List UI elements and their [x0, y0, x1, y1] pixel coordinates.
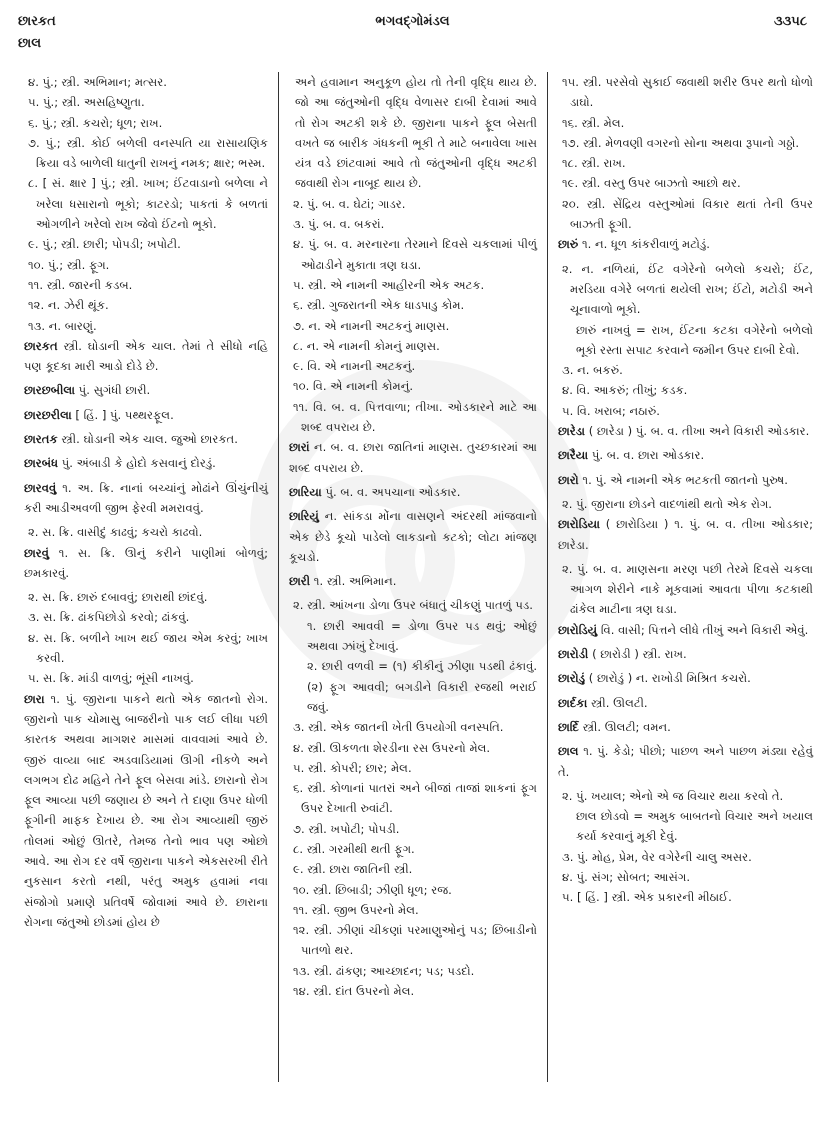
- sense-definition: ૩. સ્ત્રી. એક જાતની ખેતી ઉપયોગી વનસ્પતિ.: [293, 720, 504, 735]
- idiom-subentry: છારું નાખવું = રાખ, ઈંટના કટકા વગેરેનો બળેલો ભૂકો રસ્તા સપાટ કરવાને જમીન ઉપર દાબી દેવો.: [576, 322, 813, 357]
- entry-headword: છારછરીલા: [24, 407, 72, 422]
- sense-definition: ૩. સ. ક્રિ. ઢાંકપિછોડો કરવો; ઢાંકવું.: [28, 610, 190, 625]
- dictionary-entry: [558, 421, 813, 441]
- entry-headword: છારિયા: [289, 484, 322, 499]
- sense-definition: ૮. સ્ત્રી. ગરમીથી થતી ફૂગ.: [293, 841, 415, 856]
- sense-definition: ૨. પું. જીરાના છોડને વાદળાંથી થતો એક રોગ.: [562, 496, 772, 511]
- entry-headword: છારોડું: [558, 671, 586, 686]
- sense-definition: ૪. પું.; સ્ત્રી. અભિમાન; મત્સર.: [28, 75, 167, 89]
- entry-definition: ૧. પું. એ નામની એક ભટકતી જાતનો પુરુષ.: [578, 472, 788, 487]
- entry-definition: ૧. સ્ત્રી. અભિમાન.: [310, 574, 397, 589]
- sense-definition: ૭. પું.; સ્ત્રી. કોઈ બળેલી વનસ્પતિ યા રાસાયણિક ક્રિયા વડે બાળેલી ધાતુની રાખનું નમક; ક્ષાર; ભસ્મ.: [28, 135, 268, 171]
- entry-headword: છારવું: [24, 545, 50, 560]
- sense-definition: ૧૦. સ્ત્રી. છિબાડી; ઝીણી ધૂળ; રજ.: [293, 882, 452, 897]
- entry-headword: છારતક: [24, 432, 58, 447]
- entry-headword: છાલ: [558, 744, 579, 759]
- sense-definition: ૬. પું.; સ્ત્રી. કચરો; ધૂળ; રાખ.: [28, 115, 163, 130]
- entry-headword: છારેડા: [558, 424, 586, 439]
- entry-headword: છારવવું: [24, 480, 57, 495]
- entry-headword: છારબંધ: [24, 456, 59, 471]
- sense-definition: ૧૮. સ્ત્રી. રાખ.: [562, 156, 626, 171]
- sense-definition: ૩. પું. મોહ, પ્રેમ, વેર વગેરેની ચાલુ અસર.: [562, 849, 752, 864]
- sense-definition: ૫. [ હિં. ] સ્ત્રી. એક પ્રકારની મીઠાઈ.: [562, 890, 732, 905]
- sense-definition: ૧૩. સ્ત્રી. ઢાંકણ; આચ્છાદન; પડ; પડદો.: [293, 963, 475, 978]
- entry-definition: ( છારેડા ) પું. બ. વ. તીખા અને વિકારી ઓડકાર.: [585, 424, 810, 439]
- entry-definition: પું. અંબાડી કે હોદો કસવાનું દોરડું.: [58, 456, 216, 471]
- column-middle: [278, 72, 548, 1082]
- entry-headword: છારોડિયા: [558, 517, 601, 532]
- dictionary-entry: [289, 482, 537, 502]
- entry-headword: છારું: [558, 237, 579, 252]
- sense-definition: ૯. વિ. એ નામની અટકનું.: [293, 359, 416, 374]
- entry-headword: છારોડી: [558, 647, 589, 662]
- entry-definition: પું. બ. વ. છારા ઓડકાર.: [588, 448, 705, 463]
- sense-definition: ૧૨. ન. ઝેરી થૂંક.: [28, 298, 109, 313]
- entry-definition: પું. સુગંધી છારી.: [75, 383, 151, 398]
- sense-definition: ૧૦. પું.; સ્ત્રી. ફૂગ.: [28, 257, 110, 272]
- dictionary-entry: [558, 445, 813, 465]
- dictionary-entry: [24, 453, 268, 473]
- sense-definition: ૭. ન. એ નામની અટકનું માણસ.: [293, 318, 450, 333]
- dictionary-entry: [558, 717, 813, 737]
- sense-definition: ૨. પું. બ. વ. ઘેટાં; ગાડર.: [293, 196, 406, 211]
- entry-definition: સ્ત્રી. ઘોડાની એક ચાલ. જુઓ છારકત.: [57, 432, 238, 447]
- sense-definition: ૫. સ. ક્રિ. માંડી વાળવું; ભૂંસી નાખવું.: [28, 671, 194, 686]
- sense-definition: ૨. સ્ત્રી. આંખના ડોળા ઉપર બંધાતું ચીકણું પાતળું પડ.: [293, 598, 533, 613]
- dictionary-entry: [24, 405, 268, 425]
- sense-definition: ૧૧. વિ. બ. વ. પિત્તવાળા; તીખા. ઓડકારને માટે આ શબ્દ વપરાય છે.: [293, 399, 537, 435]
- column-left: [18, 72, 278, 1082]
- sense-definition: ૫. વિ. ખરાબ; નઠારું.: [562, 403, 660, 418]
- dictionary-entry: [289, 506, 537, 567]
- dictionary-entry: [24, 336, 268, 377]
- sense-definition: ૨. પું. ખયાલ; એનો એ જ વિચાર થયા કરવો તે.: [562, 788, 784, 803]
- sense-definition: ૬. સ્ત્રી. કોળાનાં પાતરાં અને બીજાં તાજાં શાકનાં ફૂગ ઉપર દેખાતી રુવાંટી.: [293, 781, 537, 816]
- entry-definition: સ્ત્રી. ઘોડાની એક ચાલ. તેમાં તે સીધો નહિ પણ કૂદકા મારી આડો દોડે છે.: [24, 338, 268, 374]
- sense-definition: ૩. ન. બકરું.: [562, 363, 623, 378]
- sense-definition: ૧૪. સ્ત્રી. દાંત ઉપરનો મેલ.: [293, 984, 415, 999]
- entry-definition: સ્ત્રી. ઊલટી; વમન.: [578, 719, 671, 734]
- idiom-subentry: ૧. છારી આવવી = ડોળા ઉપર પડ થવું; ઓછું અથવા ઝાંખું દેખાવું.: [307, 618, 537, 654]
- entry-headword: છાર્દિ: [558, 719, 579, 734]
- entry-headword: છારા: [24, 691, 45, 706]
- guide-word-first: છારકત: [18, 14, 56, 29]
- guide-word-last: છાલ: [18, 36, 42, 51]
- sense-definition: ૫. સ્ત્રી. કોપરી; છાર; મેલ.: [293, 760, 412, 775]
- sense-definition: ૫. સ્ત્રી. એ નામની આહીરની એક અટક.: [293, 277, 485, 292]
- dictionary-entry: [24, 543, 268, 584]
- entry-definition: સ્ત્રી. ઊલટી.: [587, 695, 648, 710]
- sense-definition: અને હવામાન અનુકૂળ હોય તો તેની વૃદ્ધિ થાય છે. જો આ જંતુઓની વૃદ્ધિ વેળાસર દાબી દેવામાં આવે તો રોગ અટકી શકે છે. જીરાના પાકને ફૂલ બેસતી વખતે જ બારીક ગંધકની ભૂકી તે માટે બનાવેલા ખાસ યંત્ર વડે છાંટવામાં આવે તો જંતુઓની વૃદ્ધિ અટકી જવાથી રોગ નાબૂદ થાય છે.: [295, 75, 537, 191]
- sense-definition: ૮. ન. એ નામની કોમનું માણસ.: [293, 338, 440, 353]
- entry-headword: છારોડિયું: [558, 622, 598, 637]
- entry-definition: ન. બ. વ. છારા જાતિનાં માણસ. તુચ્છકારમાં આ શબ્દ વપરાય છે.: [289, 440, 537, 475]
- dictionary-entry: [24, 380, 268, 400]
- entry-definition: ( છારોડિયા ) ૧. પું. બ. વ. તીખા ઓડકાર; છારેડા.: [558, 517, 813, 552]
- sense-definition: ૬. સ્ત્રી. ગુજરાતની એક ધાડપાડુ કોમ.: [293, 298, 465, 313]
- dictionary-entry: [24, 429, 268, 449]
- column-right: [548, 72, 813, 1082]
- dictionary-entry: [558, 620, 813, 640]
- dictionary-entry: [24, 689, 268, 933]
- entry-headword: છારી: [289, 574, 311, 589]
- entry-headword: છારકત: [24, 338, 58, 353]
- dictionary-entry: [558, 514, 813, 555]
- sense-definition: ૧૯. સ્ત્રી. વસ્તુ ઉપર બાઝતો આછો થર.: [562, 176, 741, 191]
- sense-definition: ૧૧. સ્ત્રી. જારની કડબ.: [28, 277, 133, 292]
- dictionary-entry: [24, 478, 268, 519]
- entry-headword: છારિયું: [289, 509, 319, 524]
- sense-definition: ૧૨. સ્ત્રી. ઝીણાં ચીકણાં પરમાણુઓનું પડ; છિબાડીનો પાતળો થર.: [293, 923, 537, 958]
- sense-definition: ૭. સ્ત્રી. ખપોટી; પોપડી.: [293, 821, 400, 836]
- entry-headword: છારાં: [289, 440, 310, 455]
- sense-definition: ૧૦. વિ. એ નામની કોમનું.: [293, 379, 414, 394]
- sense-definition: ૪. સ્ત્રી. ઊકળતા શેરડીના રસ ઉપરનો મેલ.: [293, 740, 491, 755]
- sense-definition: ૧૩. ન. બારણું.: [28, 318, 97, 333]
- sense-definition: ૩. પું. બ. વ. બકરાં.: [293, 217, 385, 232]
- dictionary-columns: [18, 72, 813, 1082]
- entry-definition: ( છારોડું ) ન. રાખોડી મિશ્રિત કચરો.: [585, 671, 751, 686]
- dictionary-entry: [558, 668, 813, 688]
- entry-definition: વિ. વાસી; પિત્તને લીધે તીખું અને વિકારી એવું.: [597, 622, 809, 637]
- entry-definition: ન. સાંકડા મોંના વાસણને અંદરથી માંજવાનો એક છેડે કૂચો પાડેલો લાકડાનો કટકો; લોટા માંજણ કૂચડો.: [289, 509, 537, 564]
- sense-definition: ૯. પું.; સ્ત્રી. છારી; પોપડી; ખપોટી.: [28, 237, 181, 252]
- sense-definition: ૫. પું.; સ્ત્રી. અસહિષ્ણુતા.: [28, 95, 145, 110]
- sense-definition: ૨. સ. ક્રિ. છારું દબાવવું; છારાથી છાંદવું.: [28, 590, 208, 605]
- entry-definition: ૧. પું. કેડો; પીછો; પાછળ અને પાછળ મંડ્યા રહેવું તે.: [558, 744, 813, 779]
- sense-definition: ૨. પું. બ. વ. માણસના મરણ પછી તેરમે દિવસે ચકલા આગળ શેરીને નાકે મૂકવામાં આવતા પીળા કટકાથી ઢાંકેલ માટીના ત્રણ ઘડા.: [562, 561, 813, 617]
- sense-definition: ૯. સ્ત્રી. છારા જાતિની સ્ત્રી.: [293, 862, 413, 877]
- sense-definition: ૪. સ. ક્રિ. બળીને ખાખ થઈ જાય એમ કરવું; ખાખ કરવી.: [28, 630, 268, 666]
- sense-definition: ૨. ન. નળિયાં, ઈંટ વગેરેનો બળેલો કચરો; ઈંટ, મરડિયા વગેરે બળતાં થયેલી રાખ; ઈંટો, મટોડી અને ચૂનાવાળો ભૂકો.: [562, 261, 813, 317]
- dictionary-entry: [558, 470, 813, 490]
- dictionary-entry: [558, 644, 813, 664]
- page-title: ભગવદ્ગોમંડલ: [375, 14, 450, 29]
- entry-definition: ૧. ન. ધૂળ કાંકરીવાળું મટોડું.: [578, 237, 710, 252]
- page-number: ૩૩૫૮: [773, 14, 807, 29]
- entry-definition: [ હિં. ] પું. પથ્થરફૂલ.: [71, 407, 174, 422]
- entry-headword: છારૈયા: [558, 448, 589, 463]
- sense-definition: ૧૬. સ્ત્રી. મેલ.: [562, 115, 625, 130]
- sense-definition: ૧૭. સ્ત્રી. મેળવણી વગરનો સોના અથવા રૂપાનો ગઠ્ઠો.: [562, 135, 800, 150]
- entry-headword: છારછબીલા: [24, 383, 75, 398]
- entry-definition: ૧. સ. ક્રિ. ઊનું કરીને પાણીમાં બોળવું; છમકારવું.: [24, 545, 268, 580]
- dictionary-entry: [558, 741, 813, 782]
- entry-definition: ( છારોડી ) સ્ત્રી. રાખ.: [588, 647, 687, 662]
- entry-definition: ૧. અ. ક્રિ. નાનાં બચ્ચાંનું મોઢાંને ઊંચુંનીચું કરી આડીઅવળી જીભ ફેરવી મમરાવવું.: [24, 480, 268, 515]
- sense-definition: ૧૫. સ્ત્રી. પરસેવો સુકાઈ જવાથી શરીર ઉપર થતો ધોળો ડાઘો.: [562, 75, 813, 110]
- entry-headword: છાર્દકા: [558, 695, 588, 710]
- entry-definition: ૧. પું. જીરાના પાકને થતો એક જાતનો રોગ. જીરાનો પાક ચોમાસુ બાજરીનો પાક લઈ લીધા પછી કારતક અથવા માગશર માસમાં વાવવામાં આવે છે. જીરું વાવ્યા બાદ અડવાડિયામાં ઊગી નીકળે અને લગભગ દોઢ મહિને તેને ફૂલ બેસવા માંડે. છારાનો રોગ ફૂલ આવ્યા પછી જણાય છે અને તે દાણા ઉપર ધોળી ફૂગીની માફક દેખાય છે. આ રોગ આવ્યાથી જીરું તોલમાં ઓછું ઊતરે, તેમજ તેનો ભાવ પણ ઓછો આવે. આ રોગ દર વર્ષે જીરાના પાકને એકસરખી રીતે નુકસાન કરતો નથી, પરંતુ અમુક હવામાં નવા સંજોગો પ્રમાણે પ્રતિવર્ષે જોવામાં આવે છે. છારાના રોગના જંતુઓ છોડમાં હોય છે: [24, 691, 268, 929]
- dictionary-entry: [289, 571, 537, 591]
- entry-headword: છારો: [558, 472, 579, 487]
- dictionary-entry: [558, 234, 813, 254]
- idiom-subentry: છાલ છોડવો = અમુક બાબતનો વિચાર અને ખયાલ કર્યા કરવાનું મૂકી દેવું.: [576, 809, 813, 844]
- sense-definition: ૨. સ. ક્રિ. વાસીદું કાઢવું; કચરો કાઢવો.: [28, 525, 203, 540]
- sense-definition: ૪. વિ. આકરું; તીખું; કડક.: [562, 383, 688, 398]
- entry-definition: પું. બ. વ. અપચાના ઓડકાર.: [321, 484, 461, 499]
- sense-definition: ૪. પું. બ. વ. મરનારના તેરમાને દિવસે ચકલામાં પીળું ઓઢાડીને મુકાતા ત્રણ ઘડા.: [293, 237, 537, 272]
- page-header: [18, 14, 807, 51]
- idiom-subentry: ૨. છારી વળવી = (૧) કીકીનું ઝીણા પડથી ઢંકાવું. (૨) ફૂગ આવવી; બગડીને વિકારી રજથી ભરાઈ જવું.: [307, 659, 537, 714]
- dictionary-entry: [558, 693, 813, 713]
- sense-definition: ૪. પું. સંગ; સોબત; આસંગ.: [562, 869, 691, 884]
- sense-definition: ૨૦. સ્ત્રી. સેંદ્રિય વસ્તુઓમાં વિકાર થતાં તેની ઉપર બાઝતી ફૂગી.: [562, 196, 813, 232]
- sense-definition: ૮. [ સં. ક્ષાર ] પું.; સ્ત્રી. ખાખ; ઈંટવાડાનો બળેલા ને ખરેલા ધસારાનો ભૂકો; કાટરડો; પાકતાં કે બળતાં ઓગળીને ખરેલો રાખ જેવો ઈંટનો ભૂકો.: [28, 176, 268, 232]
- dictionary-entry: [289, 437, 537, 478]
- sense-definition: ૧૧. સ્ત્રી. જીભ ઉપરનો મેલ.: [293, 902, 419, 917]
